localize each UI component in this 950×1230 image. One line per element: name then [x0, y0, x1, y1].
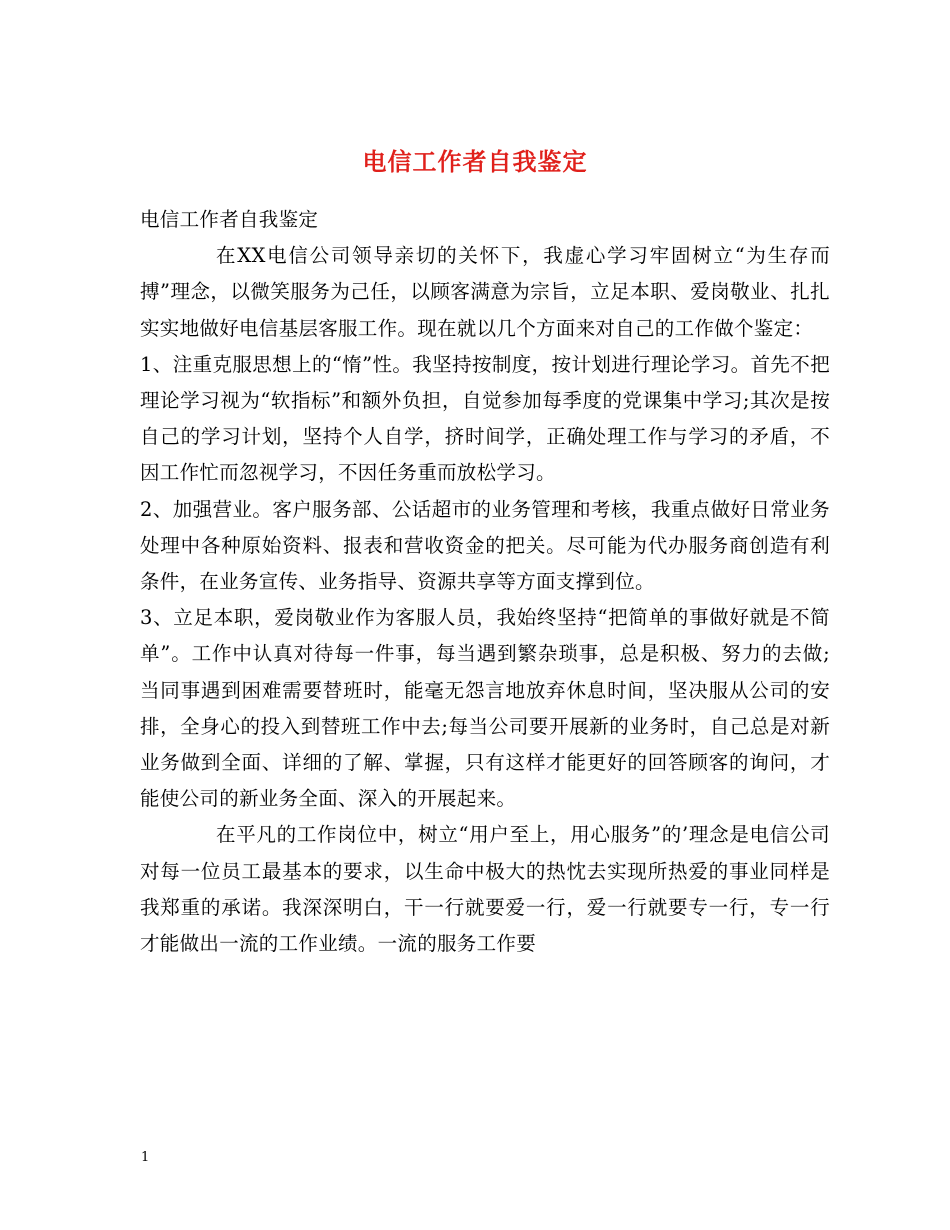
page-number: 1 [141, 1150, 150, 1165]
section-3-paragraph: 3、立足本职，爱岗敬业作为客服人员，我始终坚持“把简单的事做好就是不简单”。工作中认真对待每一件事，每当遇到繁杂琐事，总是积极、努力的去做;当同事遇到困难需要替班时，能毫无怨言地放弃休息时间，坚决服从公司的安排，全身心的投入到替班工作中去;每当公司要开展新的业务时，自己总是对新业务做到全面、详细的了解、掌握，只有这样才能更好的回答顾客的询问，才能使公司的新业务全面、深入的开展起来。 [140, 606, 830, 811]
section-1-paragraph: 1、注重克服思想上的“惰”性。我坚持按制度，按计划进行理论学习。首先不把理论学习视为“软指标”和额外负担，自觉参加每季度的党课集中学习;其次是按自己的学习计划，坚持个人自学，挤时间学，正确处理工作与学习的矛盾，不因工作忙而忽视学习，不因任务重而放松学习。 [140, 352, 830, 485]
section-2-paragraph: 2、加强营业。客户服务部、公话超市的业务管理和考核，我重点做好日常业务处理中各种原始资料、报表和营收资金的把关。尽可能为代办服务商创造有利条件，在业务宣传、业务指导、资源共享等方面支撑到位。 [140, 497, 830, 594]
closing-paragraph: 在平凡的工作岗位中，树立“用户至上，用心服务”的’理念是电信公司对每一位员工最基本的要求，以生命中极大的热忱去实现所热爱的事业同样是我郑重的承诺。我深深明白，干一行就要爱一行，爱一行就要专一行，专一行才能做出一流的工作业绩。一流的服务工作要 [140, 823, 830, 956]
subtitle-paragraph: 电信工作者自我鉴定 [140, 208, 319, 231]
intro-paragraph: 在XX电信公司领导亲切的关怀下，我虚心学习牢固树立“为生存而搏”理念，以微笑服务为己任，以顾客满意为宗旨，立足本职、爱岗敬业、扎扎实实地做好电信基层客服工作。现在就以几个方面来对自己的工作做个鉴定： [140, 244, 830, 340]
document-body [140, 202, 830, 962]
document-title: 电信工作者自我鉴定 [362, 147, 588, 177]
